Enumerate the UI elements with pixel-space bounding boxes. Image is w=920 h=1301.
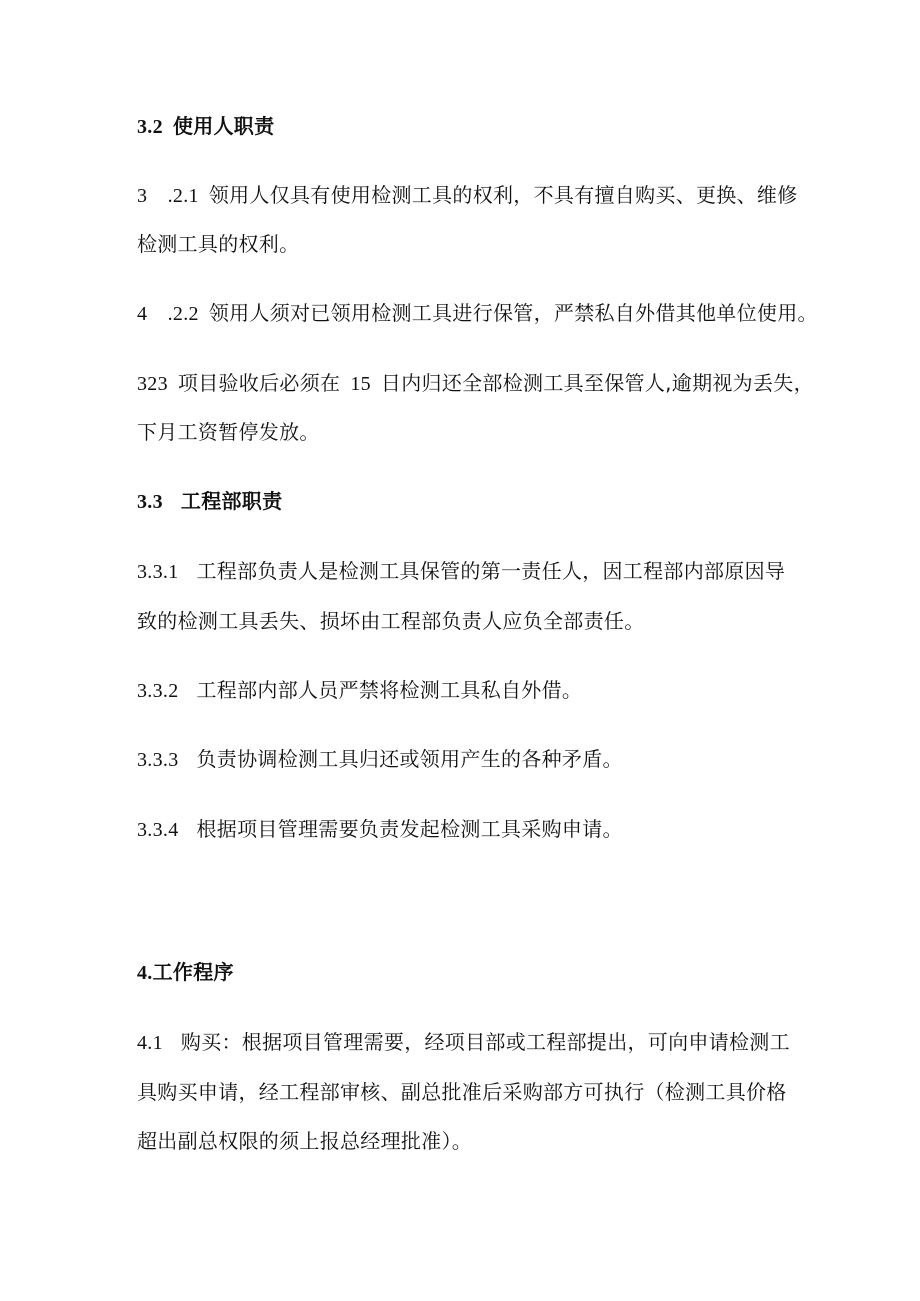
clause-number: 4 .2.2 [137, 303, 199, 325]
clause-3-2-2 [137, 299, 818, 328]
clause-text: 领用人须对已领用检测工具进行保管，严禁私自外借其他单位使用。 [208, 301, 818, 325]
clause-text: 下月工资暂停发放。 [137, 420, 320, 444]
clause-text: 具购买申请，经工程部审核、副总批准后采购部方可执行（检测工具价格 [137, 1080, 787, 1104]
clause-text: 购买：根据项目管理需要，经项目部或工程部提出，可向申请检测工 [180, 1030, 790, 1054]
clause-4-1-line-3 [137, 1127, 472, 1155]
clause-3-2-1-line-2 [137, 230, 299, 258]
clause-4-1-line-1 [137, 1028, 790, 1057]
clause-3-2-1-line-1 [137, 181, 798, 210]
clause-number: 3.3.4 [137, 819, 179, 841]
section-number: 3.3 [137, 491, 163, 513]
clause-number: 3.3.1 [137, 561, 179, 583]
clause-text: 致的检测工具丢失、损坏由工程部负责人应负全部责任。 [137, 609, 645, 633]
clause-text: 日内归还全部检测工具至保管人,逾期视为丢失， [380, 371, 814, 395]
clause-number: 3.3.3 [137, 749, 179, 771]
clause-number: 3.3.2 [137, 680, 179, 702]
section-heading-3-3 [137, 487, 282, 516]
clause-text: 根据项目管理需要负责发起检测工具采购申请。 [196, 817, 623, 841]
clause-3-3-1-line-1 [137, 557, 785, 586]
clause-number: 323 [137, 373, 168, 395]
clause-3-3-3 [137, 745, 623, 774]
clause-text: 检测工具的权利。 [137, 232, 300, 256]
section-title: 使用人职责 [172, 114, 275, 138]
clause-3-3-4 [137, 815, 623, 844]
clause-4-1-line-2 [137, 1078, 787, 1106]
clause-text: 负责协调检测工具归还或领用产生的各种矛盾。 [196, 747, 623, 771]
clause-text: 工程部负责人是检测工具保管的第一责任人，因工程部内部原因导 [196, 559, 786, 583]
clause-text: 项目验收后必须在 [177, 371, 341, 395]
clause-text: 超出副总权限的须上报总经理批准）。 [137, 1129, 473, 1153]
clause-text: 工程部内部人员严禁将检测工具私自外借。 [196, 678, 583, 702]
clause-3-2-3-line-2 [137, 418, 320, 446]
section-heading-4 [137, 958, 234, 987]
section-number: 3.2 [137, 116, 163, 138]
section-title: 工作程序 [152, 960, 234, 984]
day-count: 15 [350, 373, 371, 395]
clause-3-3-2 [137, 676, 582, 705]
section-number: 4. [137, 962, 153, 984]
clause-number: 3 .2.1 [137, 185, 199, 207]
section-heading-3-2 [137, 112, 274, 141]
section-title: 工程部职责 [180, 489, 283, 513]
clause-number: 4.1 [137, 1032, 163, 1054]
clause-3-2-3-line-1 [137, 369, 814, 398]
clause-text: 领用人仅具有使用检测工具的权利，不具有擅自购买、更换、维修 [208, 183, 798, 207]
clause-3-3-1-line-2 [137, 607, 645, 635]
